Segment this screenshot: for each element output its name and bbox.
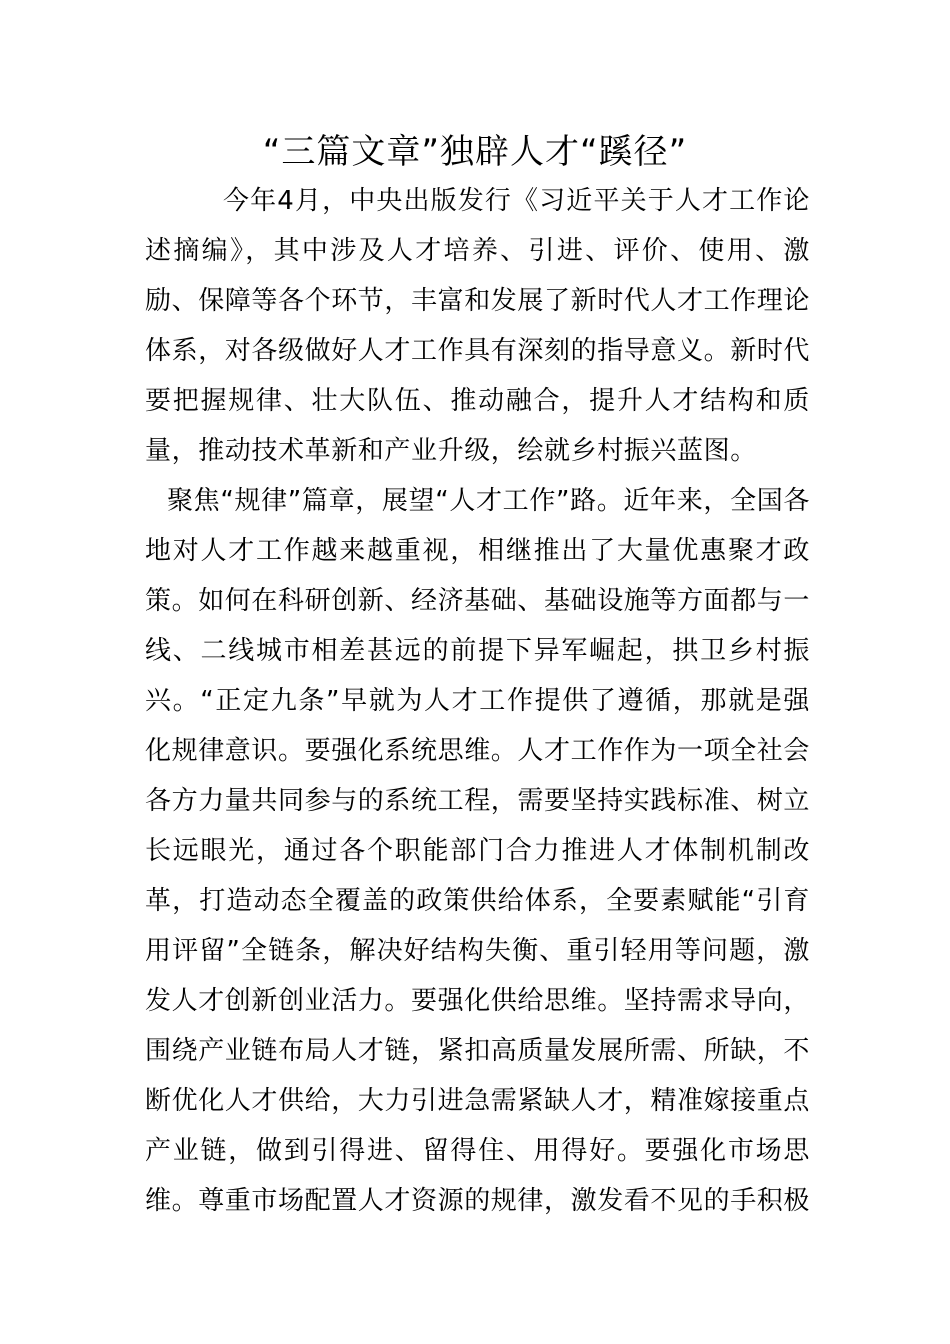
paragraph-intro: 今年4月，中央出版发行《习近平关于人才工作论述摘编》，其中涉及人才培养、引进、评价、使用、激励、保障等各个环节，丰富和发展了新时代人才工作理论体系，对各级做好人才工作具有深刻的指导意义。新时代要把握规律、壮大队伍、推动融合，提升人才结构和质量，推动技术革新和产业升级，绘就乡村振兴蓝图。	[145, 186, 811, 466]
document-title: “三篇文章”独辟人才“蹊径”	[262, 132, 688, 172]
paragraph-rules-section: 聚焦“规律”篇章，展望“人才工作”路。近年来，全国各地对人才工作越来越重视，相继推出了大量优惠聚才政策。如何在科研创新、经济基础、基础设施等方面都与一线、二线城市相差甚远的前提下异军崛起，拱卫乡村振兴。“正定九条”早就为人才工作提供了遵循，那就是强化规律意识。要强化系统思维。人才工作作为一项全社会各方力量共同参与的系统工程，需要坚持实践标准、树立长远眼光，通过各个职能部门合力推进人才体制机制改革，打造动态全覆盖的政策供给体系，全要素赋能“引育用评留”全链条，解决好结构失衡、重引轻用等问题，激发人才创新创业活力。要强化供给思维。坚持需求导向，围绕产业链布局人才链，紧扣高质量发展所需、所缺，不断优化人才供给，大力引进急需紧缺人才，精准嫁接重点产业链，做到引得进、留得住、用得好。要强化市场思维。尊重市场配置人才资源的规律，激发看不见的手积极	[145, 486, 811, 1216]
